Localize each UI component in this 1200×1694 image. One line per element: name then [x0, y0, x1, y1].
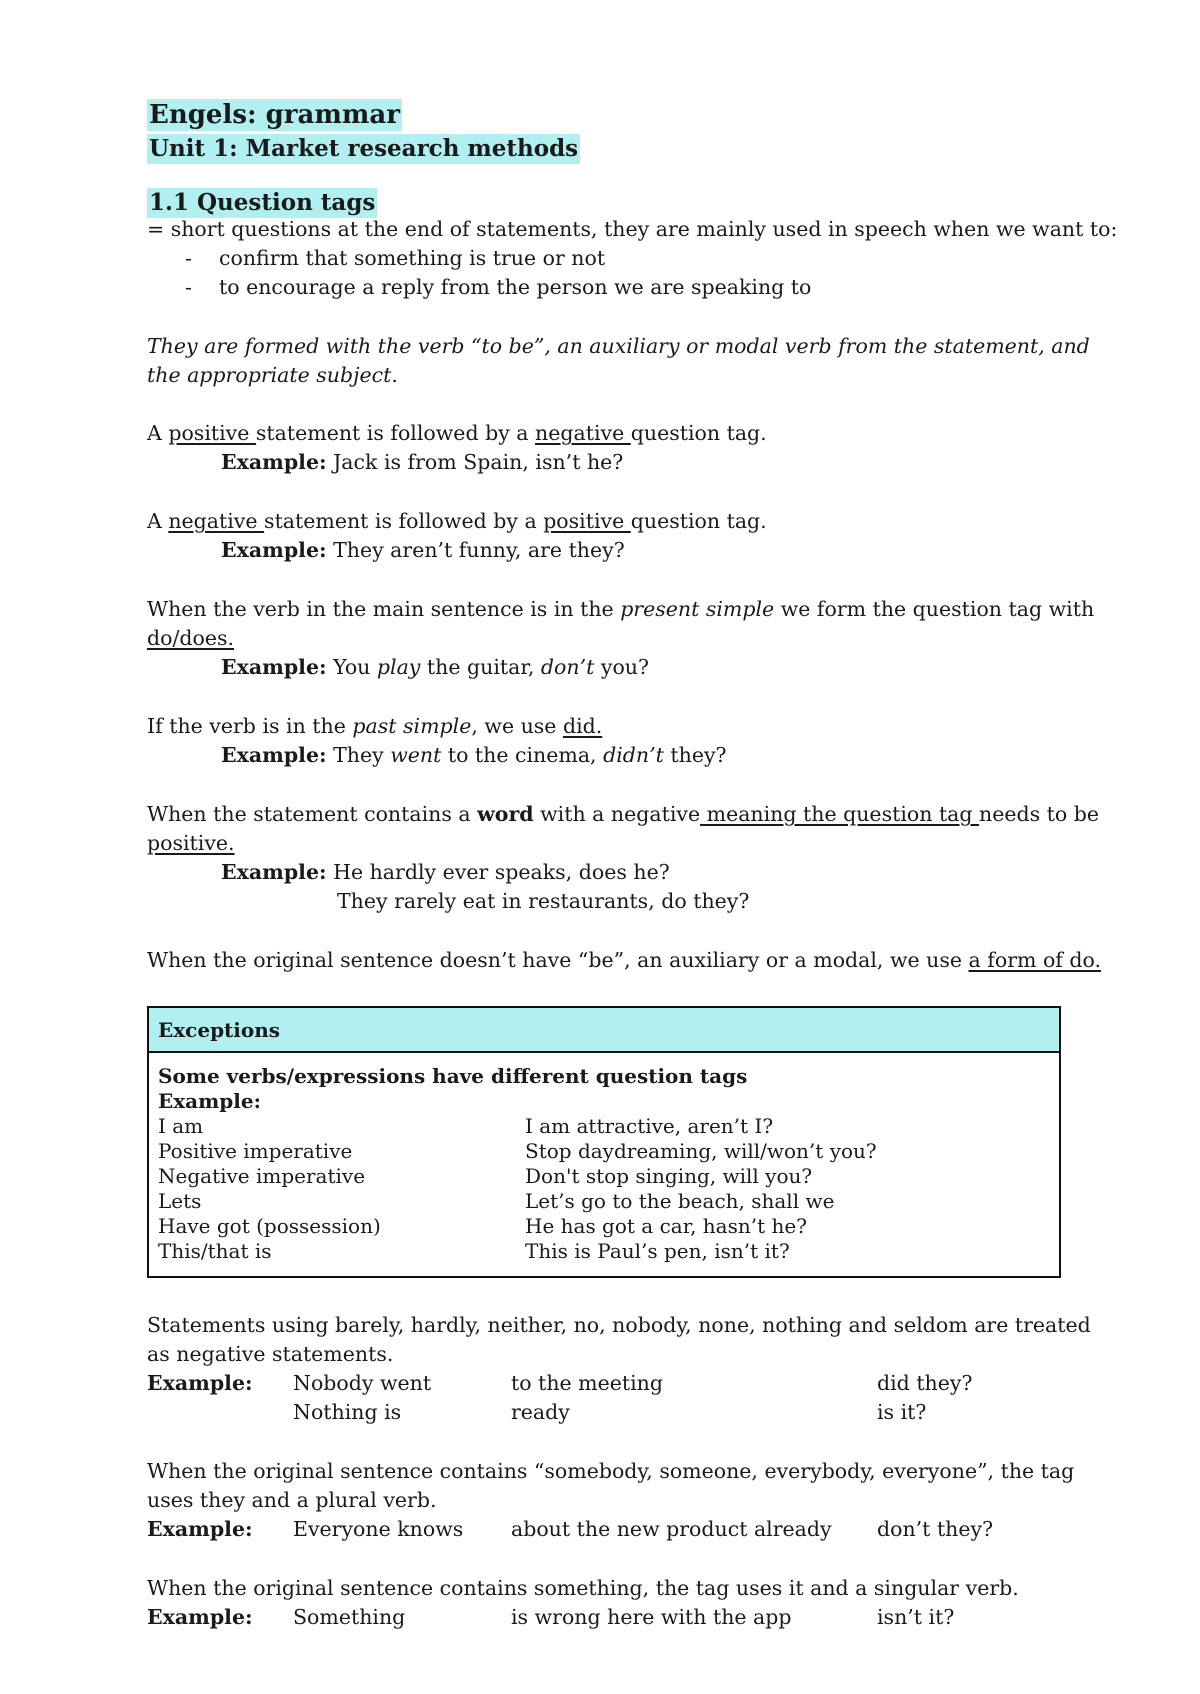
example-line: They rarely eat in restaurants, do they? [337, 889, 750, 913]
example-line: Example: They aren’t funny, are they? [221, 538, 625, 562]
bullet-item: confirm that something is true or not [219, 246, 606, 270]
rule-form-of-do: When the original sentence doesn’t have “be”, an auxiliary or a modal, we use a form of do. [147, 948, 1102, 972]
example-label: Example: [147, 1605, 253, 1629]
exception-left: Negative imperative [158, 1164, 366, 1188]
exception-left: Have got (possession) [158, 1214, 381, 1238]
rule-positive: A positive statement is followed by a negative question tag. [147, 421, 767, 445]
exception-left: I am [158, 1114, 204, 1138]
bullet-mark: - [185, 275, 192, 299]
exception-right: He has got a car, hasn’t he? [525, 1214, 807, 1238]
example-cell: Something [293, 1605, 406, 1629]
example-label: Example: [147, 1371, 253, 1395]
bullet-item: to encourage a reply from the person we are speaking to [219, 275, 812, 299]
example-label: Example: [158, 1089, 261, 1113]
somebody-rule: When the original sentence contains “somebody, someone, everybody, everyone”, the tag [147, 1459, 1075, 1483]
exception-left: This/that is [158, 1239, 272, 1263]
rule-negative: A negative statement is followed by a positive question tag. [147, 509, 767, 533]
section-title: 1.1 Question tags [149, 189, 376, 216]
exceptions-body [149, 1053, 1059, 1263]
rule-present-simple: When the verb in the main sentence is in the present simple we form the question tag with [147, 597, 1095, 621]
page-title: Engels: grammar [149, 100, 400, 130]
unit-title: Unit 1: Market research methods [149, 135, 579, 162]
example-line: Example: Jack is from Spain, isn’t he? [221, 450, 624, 474]
exceptions-heading: Exceptions [149, 1008, 1059, 1053]
exception-left: Positive imperative [158, 1139, 353, 1163]
rule-negative-word: When the statement contains a word with a negative meaning the question tag needs to be [147, 802, 1100, 826]
bullet-mark: - [185, 246, 192, 270]
example-line: Example: You play the guitar, don’t you? [221, 655, 649, 679]
example-line: Example: He hardly ever speaks, does he? [221, 860, 670, 884]
exception-right: This is Paul’s pen, isn’t it? [525, 1239, 790, 1263]
example-cell: Everyone knows [293, 1517, 464, 1541]
exception-right: Stop daydreaming, will/won’t you? [525, 1139, 877, 1163]
example-cell: is wrong here with the app [511, 1605, 792, 1629]
exception-right: I am attractive, aren’t I? [525, 1114, 774, 1138]
definition-text: = short questions at the end of statements, they are mainly used in speech when we want to: [147, 217, 1118, 241]
exception-right: Don't stop singing, will you? [525, 1164, 813, 1188]
formation-note: They are formed with the verb “to be”, an auxiliary or modal verb from the statement, and [147, 334, 1090, 358]
exceptions-box [147, 1006, 1061, 1278]
rule-negative-word: positive. [147, 831, 235, 855]
somebody-rule: uses they and a plural verb. [147, 1488, 437, 1512]
rule-past-simple: If the verb is in the past simple, we use did. [147, 714, 603, 738]
rule-present-simple: do/does. [147, 626, 235, 650]
example-cell: Nobody went [293, 1371, 432, 1395]
negative-words-rule: Statements using barely, hardly, neither, no, nobody, none, nothing and seldom are treated [147, 1313, 1091, 1337]
negative-words-rule: as negative statements. [147, 1342, 394, 1366]
example-line: Example: They went to the cinema, didn’t they? [221, 743, 727, 767]
formation-note: the appropriate subject. [147, 363, 398, 387]
example-cell: ready [511, 1400, 570, 1424]
example-cell: did they? [877, 1371, 973, 1395]
exception-left: Lets [158, 1189, 202, 1213]
exceptions-subheading: Some verbs/expressions have different question tags [158, 1064, 748, 1088]
example-cell: isn’t it? [877, 1605, 955, 1629]
example-label: Example: [147, 1517, 253, 1541]
something-rule: When the original sentence contains something, the tag uses it and a singular verb. [147, 1576, 1019, 1600]
example-cell: about the new product already [511, 1517, 832, 1541]
example-cell: is it? [877, 1400, 927, 1424]
example-cell: to the meeting [511, 1371, 664, 1395]
example-cell: Nothing is [293, 1400, 402, 1424]
example-cell: don’t they? [877, 1517, 994, 1541]
exception-right: Let’s go to the beach, shall we [525, 1189, 835, 1213]
